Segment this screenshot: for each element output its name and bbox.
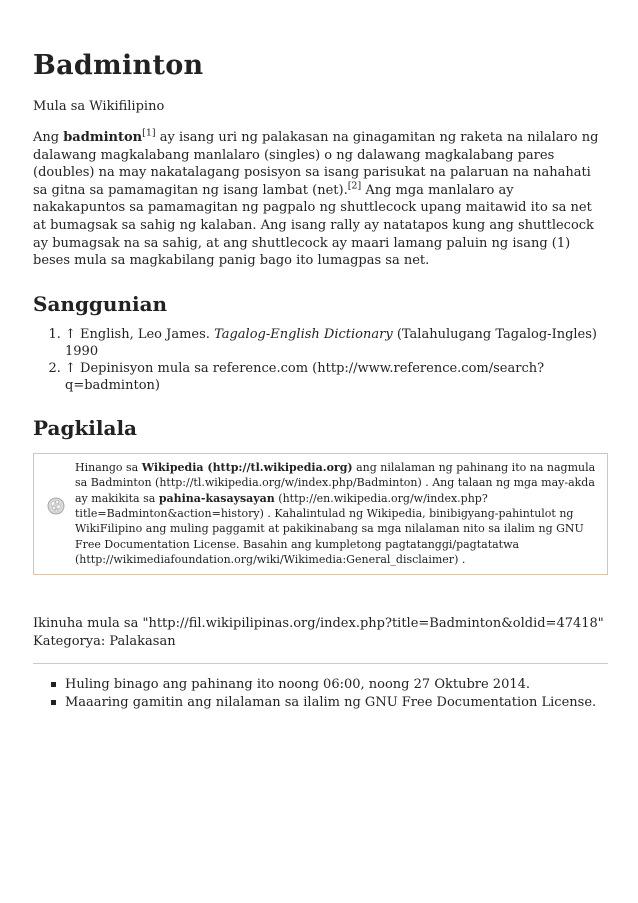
retrieved-from[interactable]: Ikinuha mula sa "http://fil.wikipilipinas.org/index.php?title=Badminton&oldid=47418" [33, 615, 604, 631]
ack-text-3: (http://en.wikipedia.org/w/index.php?title=Badminton&action=history) . Kahalintulad ng Wikipedia, binibigyang-pahintulot ng WikiFilipino ang muling paggamit at pakikinabang sa mga nilalaman nito sa ilalim ng GNU Free Documentation License. Basahin ang kumpletong pagtatanggi/pagtatatwa (http://wikimediafoundation.org/wiki/Wikimedia:General_disclaimer) . [75, 491, 584, 567]
page-meta [33, 615, 608, 651]
intro-text-3: Ang mga manlalaro ay nakakapuntos sa pamamagitan ng pagpalo ng shuttlecock upang maitawid ito sa net at bumagsak sa sahig ng kalaban. Ang isang rally ay natatapos kung ang shuttlecock ay bumagsak na sa sahig, at ang shuttlecock ay maari lamang paluin ng isang (1) beses mula sa magkabilang panig bago ito lumagpas sa net. [33, 182, 594, 269]
reference-item [65, 360, 608, 394]
reference-text[interactable]: Depinisyon mula sa reference.com (http://www.reference.com/search?q=badminton) [65, 360, 545, 393]
page-title: Badminton [33, 50, 204, 81]
footer-divider [33, 663, 608, 664]
ack-text-2: ang nilalaman ng pahinang ito na nagmula sa Badminton (http://tl.wikipedia.org/w/index.php/Badminton) . Ang talaan ng mga may-akda ay makikita sa [75, 460, 596, 505]
references-heading: Sanggunian [33, 291, 168, 316]
intro-text-1: Ang [33, 130, 64, 145]
ref-link-1[interactable]: [1] [142, 127, 156, 139]
reference-italic: Tagalog-English Dictionary [214, 326, 393, 342]
history-link[interactable]: pahina-kasaysayan [158, 491, 275, 505]
acknowledgement-box [33, 453, 608, 575]
ack-text-1: Hinango sa [75, 460, 142, 474]
intro-paragraph [33, 129, 608, 270]
reference-item [65, 326, 608, 360]
footer-last-modified: Huling binago ang pahinang ito noong 06:00, noong 27 Oktubre 2014. [65, 676, 608, 694]
backlink-arrow[interactable]: ↑ [65, 360, 76, 376]
reference-text: English, Leo James. [75, 326, 215, 342]
acknowledgement-heading: Pagkilala [33, 415, 138, 440]
reference-text: (Talahulugang Tagalog-Ingles) 1990 [65, 326, 597, 359]
intro-term: badminton [63, 130, 143, 145]
wikipedia-link[interactable]: Wikipedia (http://tl.wikipedia.org) [141, 460, 353, 474]
site-subtitle: Mula sa Wikifilipino [33, 99, 165, 114]
wikipedia-globe-icon [47, 497, 65, 515]
references-list [33, 326, 608, 394]
intro-text-2: ay isang uri ng palakasan na ginagamitan ng raketa na nilalaro ng dalawang magkalabang manlalaro (singles) o ng dalawang magkalabang pares (doubles) na may nakatalagang posisyon sa isang parisukat na palaruan na nahahati sa gitna sa pamamagitan ng isang lambat (net). [33, 130, 599, 198]
category-line[interactable]: Kategorya: Palakasan [33, 633, 176, 649]
footer-license: Maaaring gamitin ang nilalaman sa ilalim ng GNU Free Documentation License. [65, 694, 608, 712]
backlink-arrow[interactable]: ↑ [65, 326, 76, 342]
ref-link-2[interactable]: [2] [347, 180, 362, 192]
footer-list [33, 676, 608, 712]
